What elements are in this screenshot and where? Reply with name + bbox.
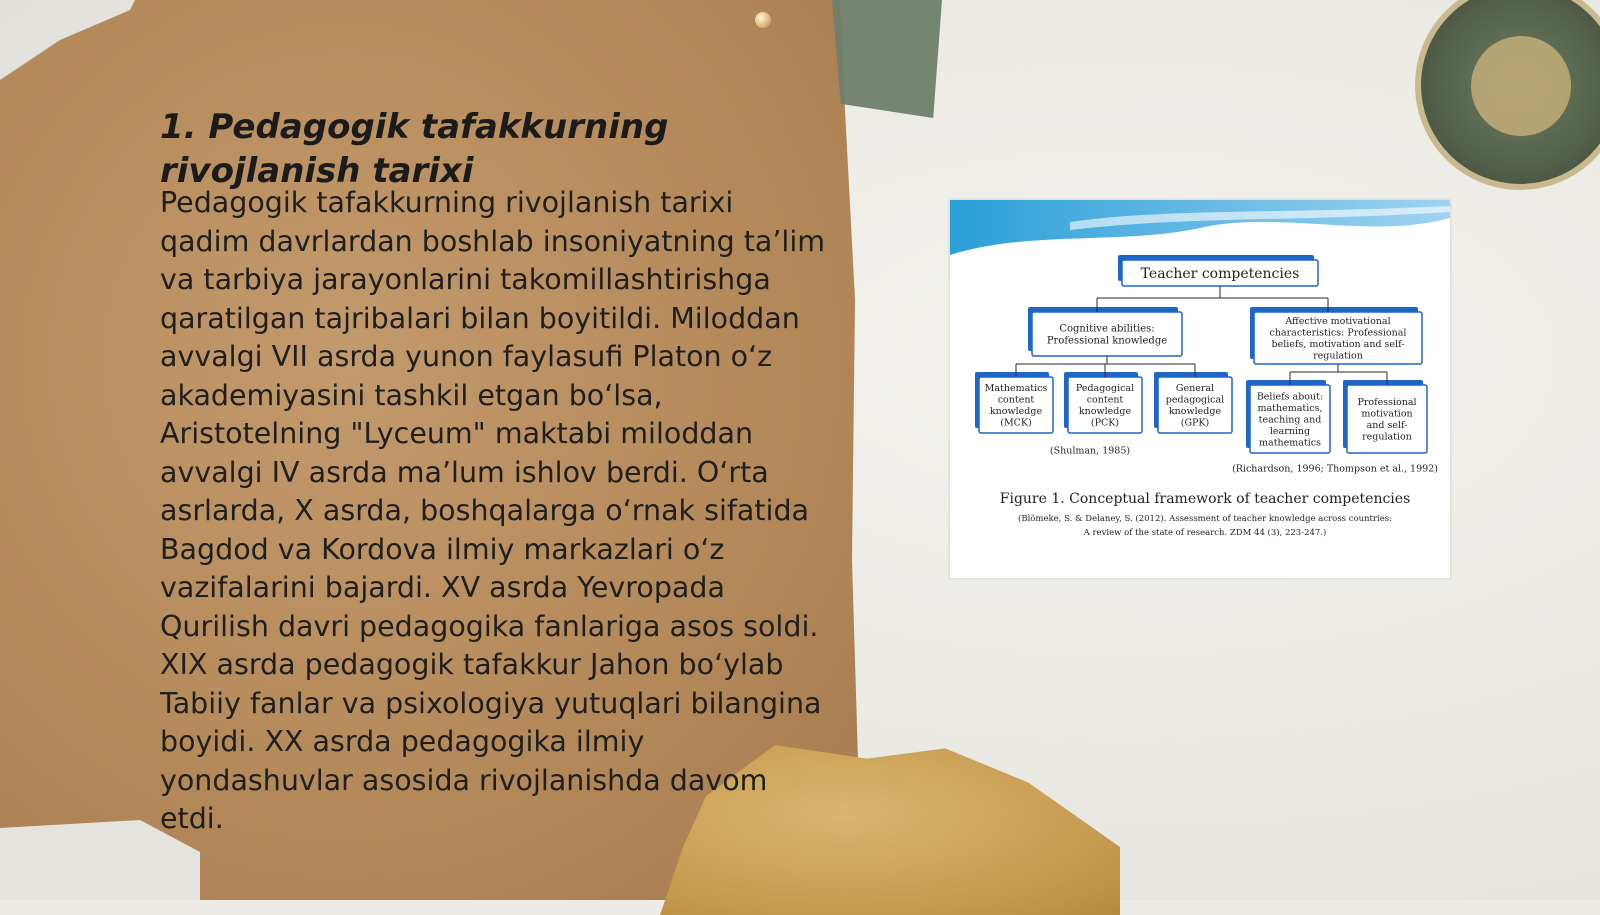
left-source-label: (Shulman, 1985) bbox=[1049, 445, 1131, 457]
left-child-label-2: General pedagogical knowledge (GPK) bbox=[1165, 383, 1225, 429]
figure-caption: Figure 1. Conceptual framework of teacher competencies bbox=[999, 490, 1411, 507]
figure-citation-line2: A review of the state of research. ZDM 44 (3), 223-247.) bbox=[1083, 527, 1327, 538]
root-label: Teacher competencies bbox=[1140, 265, 1300, 282]
left-child-label-1: Pedagogical content knowledge (PCK) bbox=[1075, 383, 1135, 429]
right-branch-label: Affective motivational characteristics: Professional beliefs, motivation and self-regulation bbox=[1269, 316, 1407, 362]
slide-body-text: Pedagogik tafakkurning rivojlanish tarixi qadim davrlardan boshlab insoniyatning ta’lim va tarbiya jarayonlarini takomillashtirishga qaratilgan tajribalari bilan boyitildi. Miloddan avvalgi VII asrda yunon faylasufi Platon o‘z akademiyasini tashkil etgan bo‘lsa, Aristotelning "Lyceum" maktabi miloddan avvalgi IV asrda ma’lum ishlov berdi. O‘rta asrlarda, X asrda, boshqalarga o‘rnak sifatida Bagdod va Kordova ilmiy markazlari o‘z vazifalarini bajardi. XV asrda Yevropada Qurilish davri pedagogika fanlariga asos soldi. XIX asrda pedagogik tafakkur Jahon bo‘ylab Tabiiy fanlar va psixologiya yutuqlari bilangina boyidi. XX asrda pedagogika ilmiy yondashuvlar asosida rivojlanishda davom etdi. bbox=[160, 186, 826, 835]
left-branch-label: Cognitive abilities: Professional knowledge bbox=[1046, 323, 1168, 347]
pin-icon bbox=[755, 12, 771, 28]
badge-center bbox=[1471, 36, 1571, 136]
right-child-label-1: Professional motivation and self-regulation bbox=[1357, 397, 1417, 443]
tape-strip bbox=[832, 0, 942, 118]
teacher-competencies-figure bbox=[950, 200, 1450, 578]
right-source-label: (Richardson, 1996; Thompson et al., 1992) bbox=[1232, 463, 1438, 475]
left-child-label-0: Mathematics content knowledge (MCK) bbox=[984, 383, 1048, 429]
slide-heading: 1. Pedagogik tafakkurning rivojlanish tarixi bbox=[160, 107, 669, 191]
figure-citation-line1: (Blömeke, S. & Delaney, S. (2012). Assessment of teacher knowledge across countries: bbox=[1018, 513, 1392, 524]
figure-diagram bbox=[950, 200, 1450, 578]
figure-header-wave bbox=[950, 200, 1450, 255]
right-child-label-0: Beliefs about: mathematics, teaching and learning mathematics bbox=[1256, 391, 1324, 449]
